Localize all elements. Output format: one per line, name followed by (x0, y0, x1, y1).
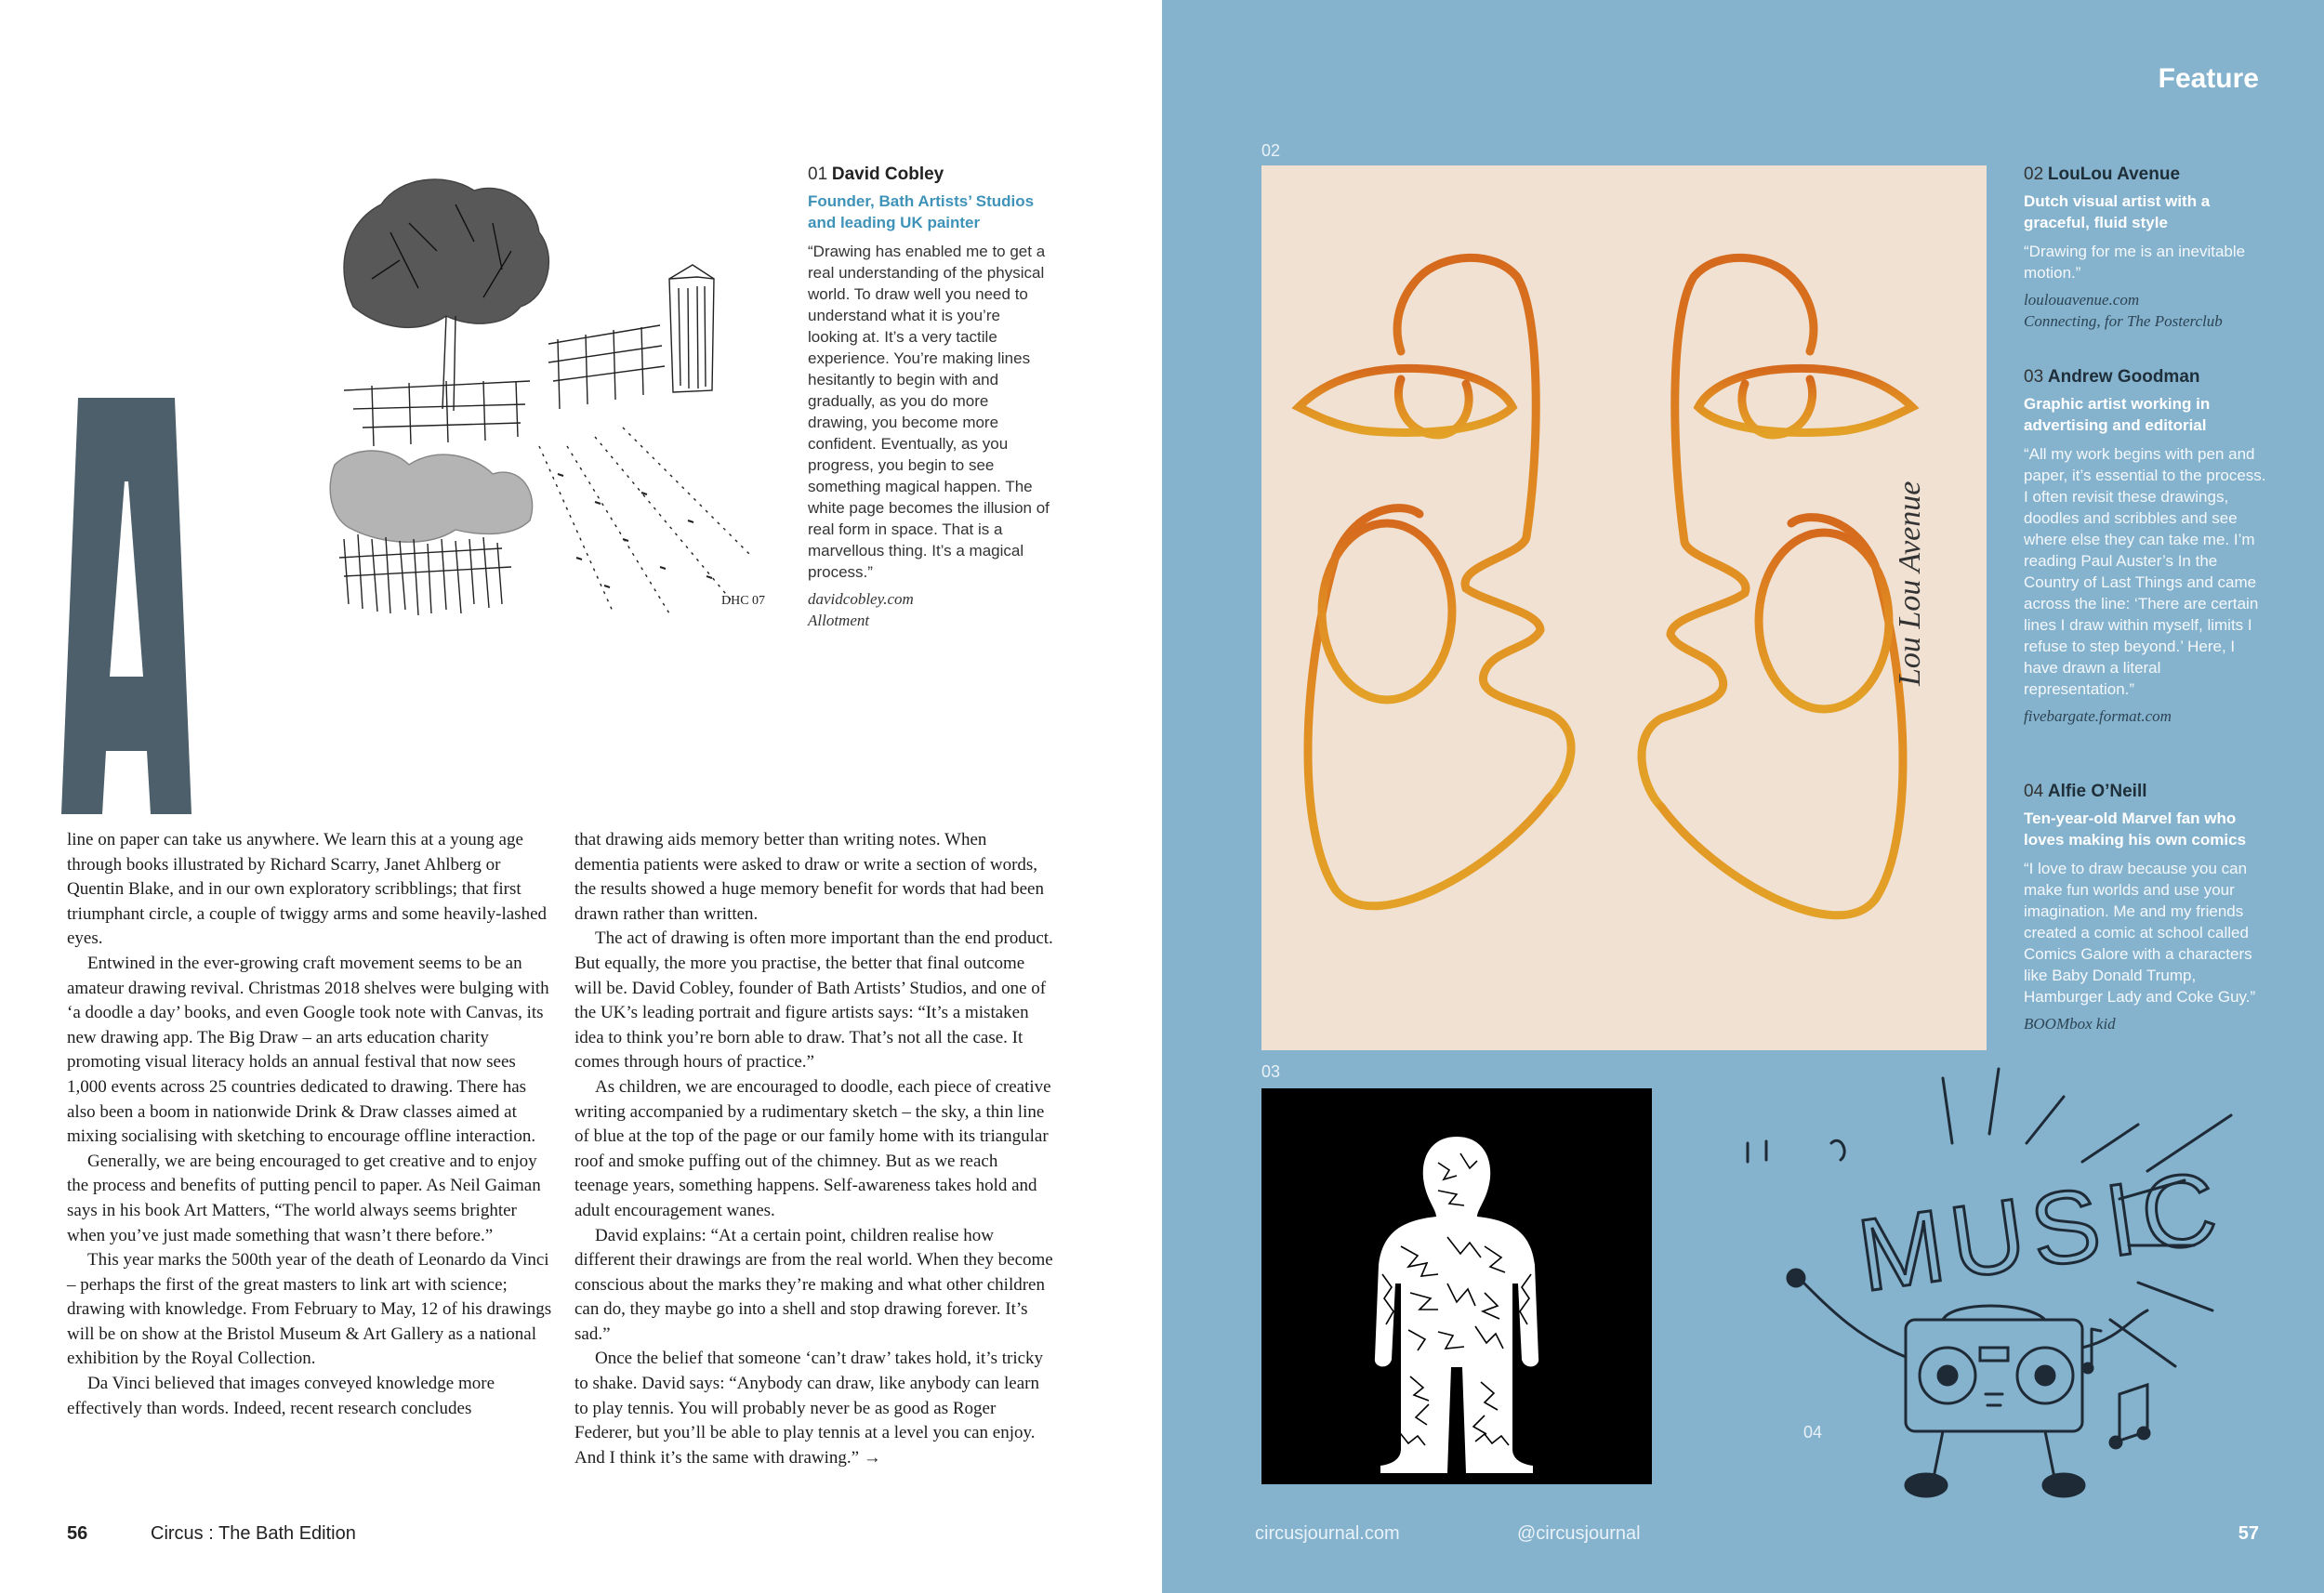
paragraph: David explains: “At a certain point, children realise how different their drawings are from the real world. When they become conscious about the marks they’re making and what other children can do, they maybe go into a shell and stop drawing forever. It’s sad.” (574, 1225, 1053, 1344)
paragraph: line on paper can take us anywhere. We learn this at a young age through books illustrated by Richard Scarry, Janet Ahlberg or Quentin Blake, and in our own exploratory scribblings; that first triumphant circle, a couple of twiggy arms and some heavily-lashed eyes. (67, 830, 548, 949)
artist-role: Ten-year-old Marvel fan who loves making his own comics (2024, 810, 2247, 849)
footer-social-handle: @circusjournal (1517, 1523, 1641, 1544)
artwork-04-music (1710, 1060, 2305, 1506)
artist-name: Alfie O’Neill (2047, 782, 2147, 801)
caption-alfie-oneill (2024, 781, 2270, 1034)
artwork-title: Connecting, for The Posterclub (2024, 312, 2223, 330)
paragraph: As children, we are encouraged to doodle, each piece of creative writing accompanied by a rudimentary sketch – the sky, a thin line of blue at the top of the page or our family home with its triangular roof and smoke puffing out of the chimney. But as we reach teenage years, something happens. Self-awareness takes hold and adult encouragement wanes. (574, 1076, 1051, 1220)
artist-quote: “Drawing for me is an inevitable motion.” (2024, 243, 2246, 282)
caption-number: 03 (2024, 367, 2044, 387)
footer-website: circusjournal.com (1255, 1523, 1400, 1544)
paragraph: Da Vinci believed that images conveyed knowledge more effectively than words. Indeed, recent research concludes (67, 1374, 495, 1418)
boombox-drawing (1710, 1060, 2305, 1506)
caption-number: 02 (2024, 165, 2044, 184)
caption-number: 01 (808, 165, 828, 184)
figure-label-04: 04 (1803, 1423, 1823, 1442)
artist-role: Dutch visual artist with a graceful, fluid style (2024, 192, 2211, 231)
paragraph: Entwined in the ever-growing craft movement seems to be an amateur drawing revival. Christmas 2018 shelves were bulging with ‘a doodle a day’ books, and even Google took note with Canvas, its new drawing app. The Big Draw – an arts education charity promoting visual literacy holds an annual festival that now sees 1,000 events across 25 countries dedicated to drawing. There has also been a boom in nationwide Drink & Draw classes aimed at mixing socialising with sketching to encourage offline interaction. (67, 953, 549, 1147)
paragraph: Generally, we are being encouraged to get creative and to enjoy the process and benefits of putting pencil to paper. As Neil Gaiman says in his book Art Matters, “The world always seems brighter when you’ve just made something that wasn’t there before.” (67, 1151, 541, 1245)
figure-label-02: 02 (1261, 141, 1281, 160)
section-label: Feature (2158, 63, 2259, 94)
artist-website: loulouavenue.com (2024, 291, 2140, 309)
artist-role: Founder, Bath Artists’ Studios and leading UK painter (808, 192, 1035, 231)
paragraph: This year marks the 500th year of the death of Leonardo da Vinci – perhaps the first of the great masters to link art with science; drawing with knowledge. From February to May, 12 of his drawings will be on show at the Bristol Museum & Art Gallery as a national exhibition by the Royal Collection. (67, 1250, 552, 1369)
paragraph: Once the belief that someone ‘can’t draw’ takes hold, it’s tricky to shake. David says: “Anybody can draw, like anybody can learn to play tennis. You will probably never be as good as Roger Federer, but you’ll be able to play tennis at a level you can enjoy. And I think it’s the same with drawing.” → (574, 1349, 1044, 1468)
allotment-sketch (316, 167, 772, 632)
artist-quote: “Drawing has enabled me to get a real understanding of the physical world. To draw well you need to understand what it is you’re looking at. It’s a very tactile experience. You’re making lines hesitantly to begin with and gradually, as you do more drawing, you become more confident. Eventually, as you progress, you begin to see something magical happen. The white page becomes the illusion of real form in space. That is a marvellous thing. It’s a magical process.” (808, 243, 1050, 581)
page-number: 56 (67, 1523, 88, 1544)
caption-number: 04 (2024, 782, 2044, 801)
artwork-04-word: MUSIC (1851, 1149, 2231, 1313)
paragraph: The act of drawing is often more important than the end product. But equally, the more you practise, the better that final outcome will be. David Cobley, founder of Bath Artists’ Studios, and one of the UK’s leading portrait and figure artists says: “It’s a mistaken idea to think you’re born able to draw. That’s not all the case. It comes through hours of practice.” (574, 928, 1053, 1073)
artist-quote: “I love to draw because you can make fun worlds and use your imagination. Me and my friends created a comic at school called Comics Galore with a characters like Baby Donald Trump, Hamburger Lady and Coke Guy.” (2024, 860, 2256, 1006)
artist-name: David Cobley (831, 165, 944, 184)
publication-title: Circus : The Bath Edition (151, 1523, 356, 1544)
artwork-02-signature: Lou Lou Avenue (1893, 481, 1927, 686)
page-number: 57 (2238, 1523, 2259, 1544)
article-column-1 (67, 828, 555, 1421)
artist-name: LouLou Avenue (2047, 165, 2181, 184)
paragraph: that drawing aids memory better than writing notes. When dementia patients were asked to draw or write a section of words, the results showed a huge memory benefit for words that had been drawn rather than written. (574, 830, 1044, 924)
artist-role: Graphic artist working in advertising and editorial (2024, 395, 2211, 434)
artist-website: BOOMbox kid (2024, 1015, 2116, 1033)
scribbled-figure (1261, 1088, 1652, 1484)
artist-name: Andrew Goodman (2047, 367, 2200, 387)
artist-website: davidcobley.com (808, 590, 914, 608)
drop-cap-a (61, 398, 191, 814)
artwork-title: Allotment (808, 612, 870, 629)
artist-website: fivebargate.format.com (2024, 707, 2172, 725)
face-line-drawing (1261, 165, 1987, 1050)
caption-andrew-goodman (2024, 366, 2270, 727)
caption-loulou-avenue (2024, 164, 2270, 332)
allotment-sketch-drawing (316, 167, 772, 632)
artist-quote: “All my work begins with pen and paper, it’s essential to the process. I often revisit these drawings, doodles and scribbles and see where else they can take me. I’m reading Paul Auster’s In the Country of Last Things and came across the line: ‘There are certain lines I draw within myself, limits I refuse to step beyond.’ Here, I have drawn a literal representation.” (2024, 445, 2266, 698)
sketch-signature: DHC 07 (721, 594, 766, 608)
artwork-03-figure (1261, 1088, 1652, 1484)
artwork-02-connecting (1261, 165, 1987, 1050)
right-page (1162, 0, 2324, 1593)
article-column-2 (574, 828, 1053, 1470)
figure-label-03: 03 (1261, 1062, 1281, 1081)
caption-david-cobley (808, 164, 1051, 631)
